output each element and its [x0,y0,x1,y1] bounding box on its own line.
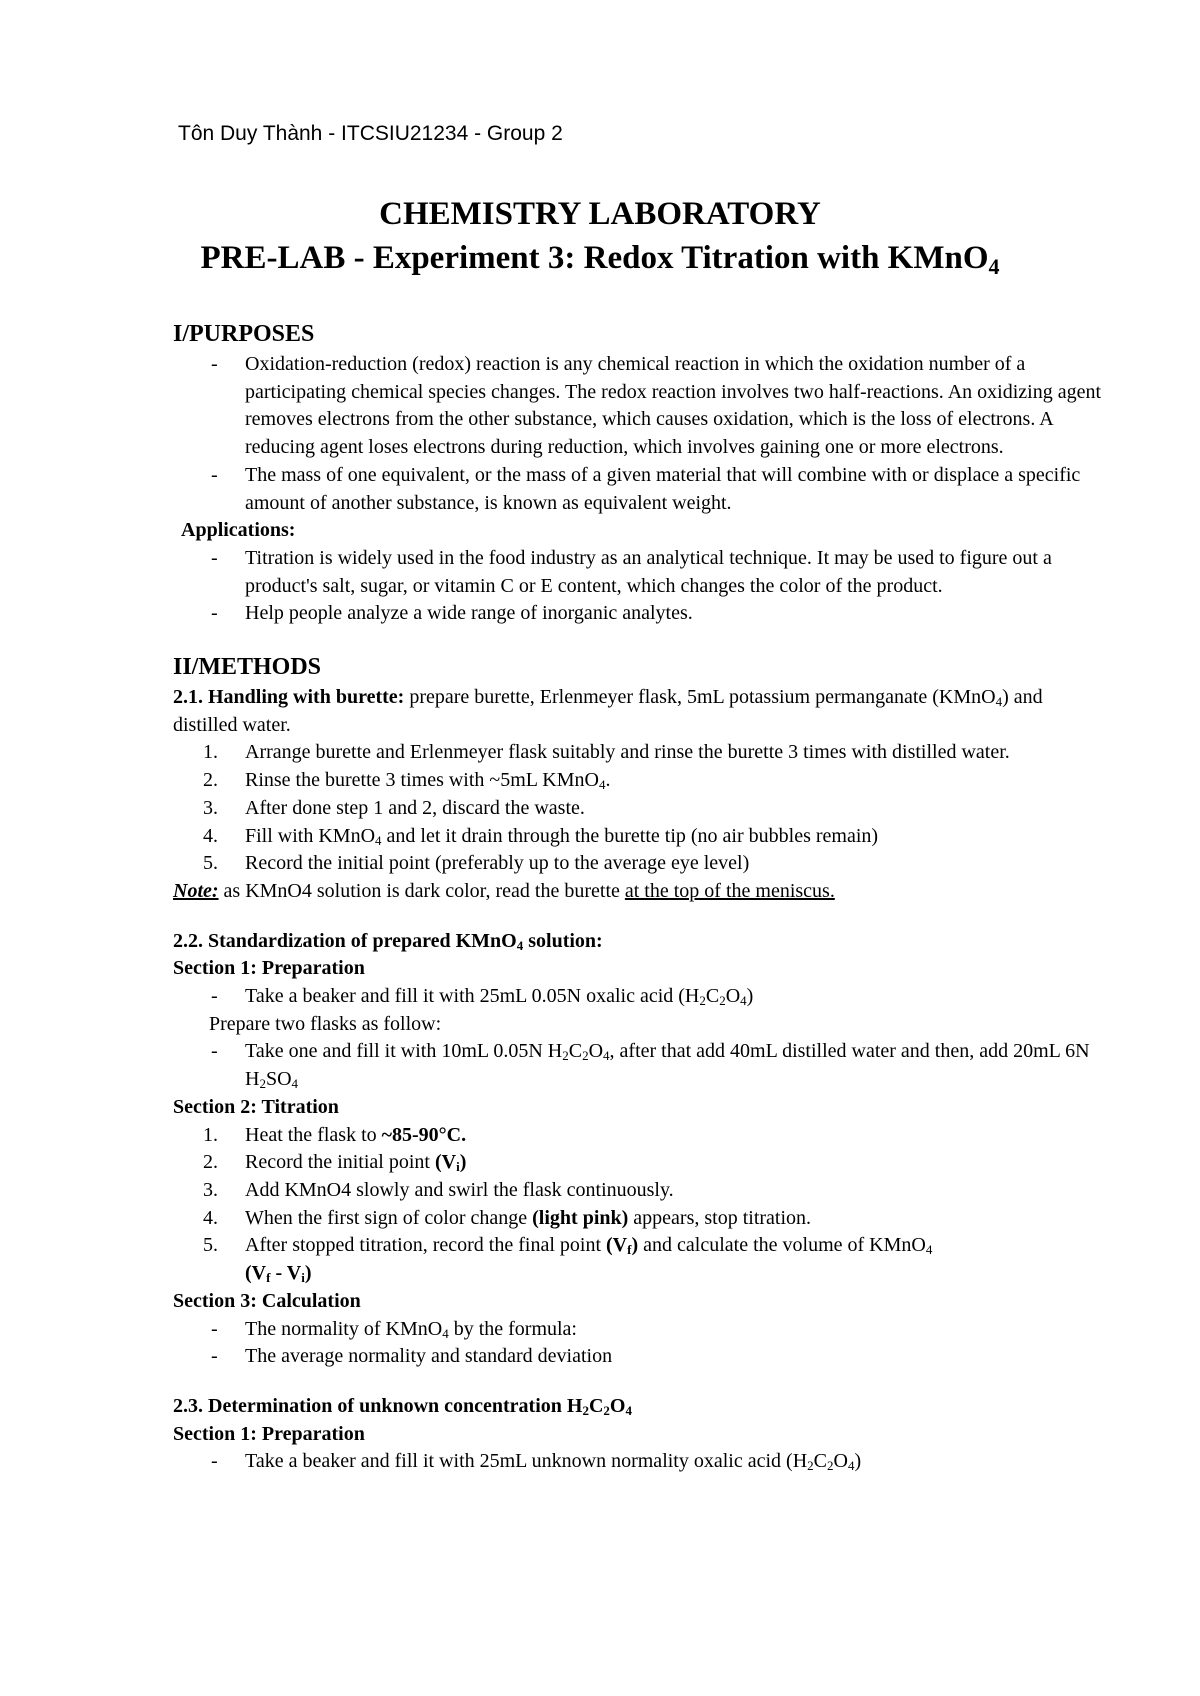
list-item: 5. After stopped titration, record the final point $(V_f)$ and calculate the volume of KMnO$_4$ $(V_f - V_i)$ [203,1234,933,1286]
list-item: 4. Fill with KMnO$_4$ and let it drain through the burette tip (no air bubbles remain) [203,824,879,848]
burette-note: Note: as KMnO4 solution is dark color, read the burette at the top of the meniscus. [173,879,835,902]
titration-steps [173,1122,1103,1288]
calculation-list [173,1316,1103,1371]
list-item: 5. Record the initial point (preferably up to the average eye level) [203,852,750,875]
flask-intro: Prepare two flasks as follow: [209,1012,442,1035]
list-item: 2. Rinse the burette 3 times with ~5mL KMnO$_4$. [203,769,611,793]
section-2-1-intro: 2.1. Handling with burette: prepare burette, Erlenmeyer flask, 5mL potassium permanganate (KMnO$_4$) and distilled water. [173,686,1043,736]
list-item: - Titration is widely used in the food industry as an analytical technique. It may be used to figure out a product's salt, sugar, or vitamin C or E content, which changes the color of the product. [211,546,1052,597]
section-2-3-heading: 2.3. Determination of unknown concentration $H_2C_2O_4$ [173,1394,632,1418]
list-item: - Take a beaker and fill it with 25mL unknown normality oxalic acid $(H_2C_2O_4)$ [211,1450,862,1474]
document-subtitle: PRE-LAB - Experiment 3: Redox Titration with KMnO$_4$ [200,240,1000,279]
flask-list [173,1038,1103,1093]
list-item: 4. When the first sign of color change (light pink) appears, stop titration. [203,1206,812,1229]
list-item: 1. Arrange burette and Erlenmeyer flask suitably and rinse the burette 3 times with distilled water. [203,741,1010,764]
list-item: 3. Add KMnO4 slowly and swirl the flask continuously. [203,1178,674,1201]
section-2-2-sec2-label: Section 2: Titration [173,1095,339,1118]
methods-heading: II/METHODS [173,654,322,681]
list-item: - Help people analyze a wide range of inorganic analytes. [211,602,693,625]
author-line: Tôn Duy Thành - ITCSIU21234 - Group 2 [178,122,563,145]
preparation-list [173,983,1103,1011]
section-2-2-sec3-label: Section 3: Calculation [173,1289,361,1312]
list-item: 2. Record the initial point $(V_i)$ [203,1151,467,1175]
list-item: 3. After done step 1 and 2, discard the waste. [203,796,585,819]
list-item: - The average normality and standard deviation [211,1345,613,1368]
list-item: - Oxidation-reduction (redox) reaction is any chemical reaction in which the oxidation number of a participating chemical species changes. The redox reaction involves two half-reactions. An oxidizing agent removes electrons from the other substance, which causes oxidation, which is the loss of electrons. A reducing agent loses electrons during reduction, which involves gaining one or more electrons. [211,353,1102,459]
burette-steps [173,739,1103,878]
applications-list [173,545,1103,628]
list-item: 1. Heat the flask to ~85-90°C. [203,1123,467,1146]
unknown-prep-list [173,1448,1103,1476]
list-item: - The mass of one equivalent, or the mass of a given material that will combine with or displace a specific amount of another substance, is known as equivalent weight. [211,463,1081,514]
purposes-heading: I/PURPOSES [173,321,315,347]
section-2-2-heading: 2.2. Standardization of prepared KMnO$_4$ solution: [173,929,603,953]
document-title: CHEMISTRY LABORATORY [379,196,821,232]
purposes-list [173,351,1103,517]
list-item: - Take a beaker and fill it with 25mL 0.05N oxalic acid $(H_2C_2O_4)$ [211,985,754,1009]
applications-heading: Applications: [181,519,296,542]
document-body [173,317,1103,1476]
list-item: - The normality of KMnO$_4$ by the formula: [211,1317,577,1341]
list-item: - Take one and fill it with 10mL 0.05N $H_2C_2O_4$, after that add 40mL distilled water and then, add 20mL 6N $H_2SO_4$ [211,1040,1090,1092]
section-2-2-sec1-label: Section 1: Preparation [173,957,365,980]
section-2-3-sec1-label: Section 1: Preparation [173,1422,365,1445]
